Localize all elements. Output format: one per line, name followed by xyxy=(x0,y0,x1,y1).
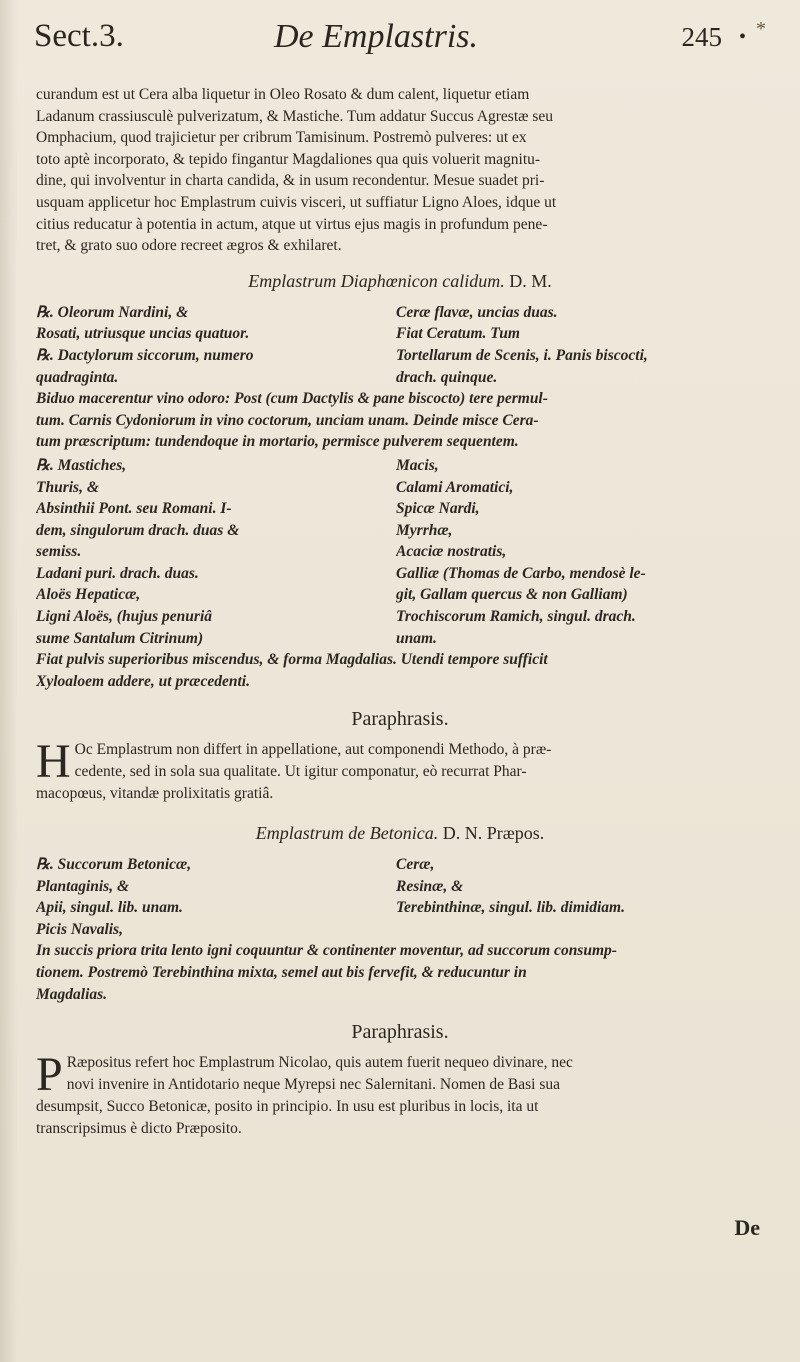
page-body xyxy=(36,84,764,1139)
text-line: Ræpositus refert hoc Emplastrum Nicolao, quis autem fuerit nequeo divinare, nec xyxy=(66,1054,573,1072)
text-line: transcripsimus è dicto Præposito. xyxy=(36,1119,242,1137)
ingredient-left: quadraginta. xyxy=(36,368,119,386)
ingredient-left: Aloës Hepaticæ, xyxy=(36,586,141,604)
ingredient-left: ℞. Oleorum Nardini, & xyxy=(36,303,189,321)
ingredient-right: Calami Aromatici, xyxy=(396,478,514,496)
ingredient-left: Ladani puri. drach. duas. xyxy=(36,564,199,582)
star-mark: * xyxy=(756,18,766,40)
ingredient-right: drach. quinque. xyxy=(396,368,498,386)
paraphrasis-heading: Paraphrasis. xyxy=(351,1021,449,1044)
text-line: citius reducatur à potentia in actum, atque ut virtus ejus magis in profundum pene- xyxy=(36,215,548,233)
text-line: usquam applicetur hoc Emplastrum cuivis visceri, ut suffiatur Ligno Aloes, idque ut xyxy=(36,193,557,211)
section-label: Sect.3. xyxy=(34,18,124,54)
ingredient-left: semiss. xyxy=(36,543,82,561)
drop-cap: H xyxy=(36,735,71,789)
closing-line: Fiat pulvis superioribus miscendus, & forma Magdalias. Utendi tempore sufficit xyxy=(36,651,548,669)
ingredient-right: Ceræ, xyxy=(396,856,435,874)
instruction-line: Picis Navalis, xyxy=(36,920,123,938)
ingredient-right: Ceræ flavæ, uncias duas. xyxy=(396,303,558,321)
closing-line: Xyloaloem addere, ut præcedenti. xyxy=(36,672,250,690)
ingredient-right: Resinæ, & xyxy=(396,877,464,895)
catchword: De xyxy=(734,1215,760,1240)
paraphrasis-heading: Paraphrasis. xyxy=(351,708,449,731)
ingredient-right: Terebinthinæ, singul. lib. dimidiam. xyxy=(396,899,625,917)
recipe-author: D. M. xyxy=(509,270,552,291)
text-line: cedente, sed in sola sua qualitate. Ut igitur componatur, eò recurrat Phar- xyxy=(74,763,527,781)
instruction-line: tionem. Postremò Terebinthina mixta, semel aut bis fervefit, & reducuntur in xyxy=(36,964,527,981)
ingredient-right: git, Gallam quercus & non Galliam) xyxy=(396,586,628,604)
running-header xyxy=(34,18,766,80)
ingredient-right: Macis, xyxy=(396,456,439,474)
ingredient-right: Tortellarum de Scenis, i. Panis biscocti, xyxy=(396,346,648,364)
ingredient-list-2 xyxy=(36,455,764,649)
ingredient-right: Galliæ (Thomas de Carbo, mendosè le- xyxy=(396,564,646,582)
drop-cap: P xyxy=(36,1048,63,1102)
text-line: macopœus, vitandæ prolixitatis gratiâ. xyxy=(36,785,274,803)
ingredient-left: Absinthii Pont. seu Romani. I- xyxy=(36,500,232,518)
text-line: Omphacium, quod trajicietur per cribrum Tamisinum. Postremò pulveres: ut ex xyxy=(36,129,527,147)
ingredient-left: Apii, singul. lib. unam. xyxy=(36,899,183,917)
ingredient-left: ℞. Succorum Betonicæ, xyxy=(36,856,192,874)
ingredient-left: Rosati, utriusque uncias quatuor. xyxy=(36,325,250,343)
ingredient-left: dem, singulorum drach. duas & xyxy=(36,521,240,539)
instruction-block xyxy=(36,388,764,453)
recipe-heading xyxy=(36,271,764,292)
ingredient-right: Fiat Ceratum. Tum xyxy=(396,325,520,343)
ingredient-left: ℞. Dactylorum siccorum, numero xyxy=(36,346,254,364)
ingredient-list-3 xyxy=(36,854,764,919)
page-number: 245 xyxy=(681,22,722,52)
page-title: De Emplastris. xyxy=(274,18,478,55)
recipe-author: D. N. Præpos. xyxy=(442,823,545,844)
text-line: toto aptè incorporato, & tepido fingantur Magdaliones qua quis voluerit magnitu- xyxy=(36,150,541,168)
text-line: desumpsit, Succo Betonicæ, posito in principio. In usu est pluribus in locis, ita ut xyxy=(36,1098,539,1116)
instruction-line: tum. Carnis Cydoniorum in vino coctorum, unciam unam. Deinde misce Cera- xyxy=(36,411,539,429)
recipe-heading xyxy=(36,823,764,844)
paraphrasis-paragraph xyxy=(36,735,764,805)
text-line: curandum est ut Cera alba liquetur in Oleo Rosato & dum calent, liquetur etiam xyxy=(36,86,530,103)
ingredient-left: Plantaginis, & xyxy=(36,877,130,895)
ingredient-left: ℞. Mastiches, xyxy=(36,456,127,474)
text-line: Oc Emplastrum non differt in appellatione, aut componendi Methodo, à præ- xyxy=(74,741,552,759)
ingredient-right: Acaciæ nostratis, xyxy=(396,543,507,561)
ingredient-left: Thuris, & xyxy=(36,478,99,496)
ingredient-left: Ligni Aloës, (hujus penuriâ xyxy=(36,608,213,626)
ingredient-left: sume Santalum Citrinum) xyxy=(36,629,204,647)
ingredient-right: unam. xyxy=(396,629,437,647)
ingredient-right: Spicæ Nardi, xyxy=(396,500,480,518)
text-line: novi invenire in Antidotario neque Myrepsi nec Salernitani. Nomen de Basi sua xyxy=(66,1075,561,1093)
recipe-title: Emplastrum Diaphœnicon calidum. xyxy=(248,270,505,291)
ingredient-right: Myrrhæ, xyxy=(396,521,453,539)
instruction-line: In succis priora trita lento igni coquuntur & continenter moventur, ad succorum consump- xyxy=(36,942,617,960)
ingredient-list xyxy=(36,302,764,388)
text-line: tret, & grato suo odore recreet ægros & exhilaret. xyxy=(36,237,342,255)
intro-paragraph xyxy=(36,84,764,257)
instruction-line: Biduo macerentur vino odoro: Post (cum Dactylis & pane biscocto) tere permul- xyxy=(36,390,548,408)
instruction-block-2 xyxy=(36,919,764,1005)
recipe-title: Emplastrum de Betonica. xyxy=(255,823,439,844)
closing-block xyxy=(36,649,764,692)
instruction-line: Magdalias. xyxy=(36,985,108,1003)
ingredient-right: Trochiscorum Ramich, singul. drach. xyxy=(396,608,636,626)
text-line: dine, qui involventur in charta candida, & in usum recondentur. Mesue suadet pri- xyxy=(36,172,545,190)
bullet-mark: • xyxy=(738,26,746,48)
instruction-line: tum præscriptum: tundendoque in mortario, permisce pulverem sequentem. xyxy=(36,433,519,451)
paraphrasis-paragraph xyxy=(36,1048,764,1139)
text-line: Ladanum crassiusculè pulverizatum, & Mastiche. Tum addatur Succus Agrestæ seu xyxy=(36,107,554,125)
